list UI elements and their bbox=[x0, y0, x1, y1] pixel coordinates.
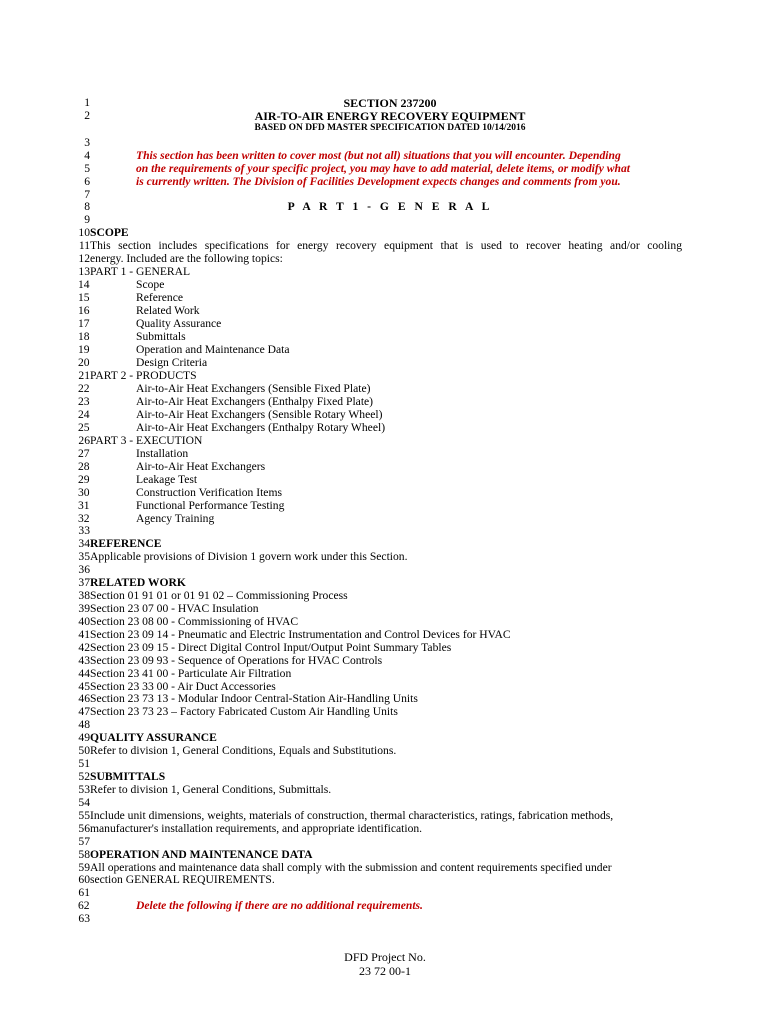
list-item: Functional Performance Testing bbox=[136, 499, 285, 512]
line-18: 18 Submittals bbox=[78, 330, 186, 343]
line-46: 46Section 23 73 13 - Modular Indoor Central-Station Air-Handling Units bbox=[78, 692, 418, 705]
part1-heading: P A R T 1 - G E N E R A L bbox=[287, 200, 493, 213]
submittals-text: Refer to division 1, General Conditions, Submittals. bbox=[90, 783, 332, 796]
line-27: 27 Installation bbox=[78, 447, 189, 460]
line-13: 13PART 1 - GENERAL bbox=[78, 265, 191, 278]
scope-heading: SCOPE bbox=[90, 226, 129, 239]
line-43: 43Section 23 09 93 - Sequence of Operations for HVAC Controls bbox=[78, 654, 383, 667]
line-23: 23 Air-to-Air Heat Exchangers (Enthalpy Fixed Plate) bbox=[78, 395, 374, 408]
line-12: 12energy. Included are the following topics: bbox=[78, 252, 283, 265]
related-item: Section 23 41 00 - Particulate Air Filtration bbox=[90, 667, 292, 680]
line-5: 5 bbox=[84, 162, 90, 175]
line-10: 10SCOPE bbox=[78, 226, 129, 239]
line-8: 8 bbox=[84, 200, 90, 213]
scope-text-1: This section includes specifications for energy recovery equipment that is used to recover heating and/or cooling bbox=[90, 239, 682, 252]
related-item: Section 23 08 00 - Commissioning of HVAC bbox=[90, 615, 299, 628]
line-34: 34REFERENCE bbox=[78, 537, 162, 550]
line-26: 26PART 3 - EXECUTION bbox=[78, 434, 203, 447]
line-2: 2 bbox=[84, 109, 90, 122]
om-text-2: section GENERAL REQUIREMENTS. bbox=[90, 873, 275, 886]
footer-page-number: 23 72 00-1 bbox=[359, 964, 411, 978]
line-24: 24 Air-to-Air Heat Exchangers (Sensible Rotary Wheel) bbox=[78, 408, 383, 421]
footer-project-no: DFD Project No. bbox=[344, 950, 426, 964]
line-14: 14 Scope bbox=[78, 278, 165, 291]
line-52: 52SUBMITTALS bbox=[78, 770, 166, 783]
section-number: SECTION 237200 bbox=[343, 96, 437, 110]
section-title: AIR-TO-AIR ENERGY RECOVERY EQUIPMENT bbox=[254, 109, 526, 123]
quality-text: Refer to division 1, General Conditions, Equals and Substitutions. bbox=[90, 744, 397, 757]
line-28: 28 Air-to-Air Heat Exchangers bbox=[78, 460, 266, 473]
related-item: Section 23 09 14 - Pneumatic and Electric Instrumentation and Control Devices for HVAC bbox=[90, 628, 511, 641]
line-15: 15 Reference bbox=[78, 291, 183, 304]
intro-note-line-4: This section has been written to cover most (but not all) situations that you will encounter. Depending bbox=[136, 149, 621, 162]
list-item: Related Work bbox=[136, 304, 200, 317]
list-item: Agency Training bbox=[136, 512, 215, 525]
intro-note-line-5: on the requirements of your specific project, you may have to add material, delete items, or modify what bbox=[136, 162, 630, 175]
related-item: Section 23 73 13 - Modular Indoor Central-Station Air-Handling Units bbox=[90, 692, 418, 705]
line-63: 63 bbox=[78, 912, 90, 925]
line-60: 60section GENERAL REQUIREMENTS. bbox=[78, 873, 275, 886]
line-20: 20 Design Criteria bbox=[78, 356, 208, 369]
line-6: 6 bbox=[84, 175, 90, 188]
line-3: 3 bbox=[84, 136, 90, 149]
line-39: 39Section 23 07 00 - HVAC Insulation bbox=[78, 602, 259, 615]
line-50: 50Refer to division 1, General Conditions, Equals and Substitutions. bbox=[78, 744, 397, 757]
related-item: Section 23 07 00 - HVAC Insulation bbox=[90, 602, 259, 615]
line-21: 21PART 2 - PRODUCTS bbox=[78, 369, 197, 382]
line-22: 22 Air-to-Air Heat Exchangers (Sensible Fixed Plate) bbox=[78, 382, 371, 395]
line-19: 19 Operation and Maintenance Data bbox=[78, 343, 290, 356]
list-item: Air-to-Air Heat Exchangers (Enthalpy Rotary Wheel) bbox=[136, 421, 386, 434]
line-62: 62 Delete the following if there are no additional requirements. bbox=[78, 899, 423, 912]
line-57: 57 bbox=[78, 835, 90, 848]
related-item: Section 23 33 00 - Air Duct Accessories bbox=[90, 680, 276, 693]
scope-part2: PART 2 - PRODUCTS bbox=[90, 369, 197, 382]
line-51: 51 bbox=[78, 757, 90, 770]
list-item: Air-to-Air Heat Exchangers (Sensible Fixed Plate) bbox=[136, 382, 371, 395]
list-item: Reference bbox=[136, 291, 183, 304]
line-47: 47Section 23 73 23 – Factory Fabricated Custom Air Handling Units bbox=[78, 705, 398, 718]
line-40: 40Section 23 08 00 - Commissioning of HVAC bbox=[78, 615, 299, 628]
line-48: 48 bbox=[78, 718, 90, 731]
list-item: Scope bbox=[136, 278, 165, 291]
reference-heading: REFERENCE bbox=[90, 537, 162, 550]
line-30: 30 Construction Verification Items bbox=[78, 486, 282, 499]
scope-part3: PART 3 - EXECUTION bbox=[90, 434, 203, 447]
line-25: 25 Air-to-Air Heat Exchangers (Enthalpy Rotary Wheel) bbox=[78, 421, 386, 434]
list-item: Construction Verification Items bbox=[136, 486, 282, 499]
line-11: 11This section includes specifications for energy recovery equipment that is used to recover heating and/or cooling bbox=[78, 239, 682, 252]
line-31: 31 Functional Performance Testing bbox=[78, 499, 285, 512]
line-55: 55Include unit dimensions, weights, materials of construction, thermal characteristics, ratings, fabrication methods, bbox=[78, 809, 614, 822]
related-item: Section 23 09 15 - Direct Digital Control Input/Output Point Summary Tables bbox=[90, 641, 452, 654]
line-42: 42Section 23 09 15 - Direct Digital Control Input/Output Point Summary Tables bbox=[78, 641, 452, 654]
line-32: 32 Agency Training bbox=[78, 512, 215, 525]
line-37: 37RELATED WORK bbox=[78, 576, 186, 589]
based-on-line: BASED ON DFD MASTER SPECIFICATION DATED 10/14/2016 bbox=[254, 123, 526, 133]
quality-heading: QUALITY ASSURANCE bbox=[90, 731, 217, 744]
line-56: 56manufacturer's installation requirements, and appropriate identification. bbox=[78, 822, 423, 835]
om-text-1: All operations and maintenance data shall comply with the submission and content requirements specified under bbox=[90, 861, 612, 874]
line-36: 36 bbox=[78, 563, 90, 576]
om-heading: OPERATION AND MAINTENANCE DATA bbox=[90, 848, 313, 861]
line-49: 49QUALITY ASSURANCE bbox=[78, 731, 217, 744]
line-1: 1 bbox=[84, 96, 90, 109]
list-item: Design Criteria bbox=[136, 356, 208, 369]
line-7: 7 bbox=[84, 188, 90, 201]
line-9: 9 bbox=[84, 213, 90, 226]
list-item: Air-to-Air Heat Exchangers (Enthalpy Fixed Plate) bbox=[136, 395, 374, 408]
scope-text-2: energy. Included are the following topics: bbox=[90, 252, 283, 265]
related-item: Section 01 91 01 or 01 91 02 – Commissioning Process bbox=[90, 589, 348, 602]
line-58: 58OPERATION AND MAINTENANCE DATA bbox=[78, 848, 313, 861]
line-16: 16 Related Work bbox=[78, 304, 200, 317]
line-33: 33 bbox=[78, 524, 90, 537]
line-38: 38Section 01 91 01 or 01 91 02 – Commissioning Process bbox=[78, 589, 348, 602]
line-35: 35Applicable provisions of Division 1 govern work under this Section. bbox=[78, 550, 408, 563]
line-61: 61 bbox=[78, 886, 90, 899]
line-45: 45Section 23 33 00 - Air Duct Accessories bbox=[78, 680, 276, 693]
intro-note-line-6: is currently written. The Division of Facilities Development expects changes and comments from you. bbox=[136, 175, 621, 188]
related-work-heading: RELATED WORK bbox=[90, 576, 186, 589]
line-44: 44Section 23 41 00 - Particulate Air Filtration bbox=[78, 667, 292, 680]
related-item: Section 23 09 93 - Sequence of Operations for HVAC Controls bbox=[90, 654, 383, 667]
line-17: 17 Quality Assurance bbox=[78, 317, 222, 330]
list-item: Quality Assurance bbox=[136, 317, 222, 330]
related-item: Section 23 73 23 – Factory Fabricated Custom Air Handling Units bbox=[90, 705, 398, 718]
list-item: Operation and Maintenance Data bbox=[136, 343, 290, 356]
submittals-heading: SUBMITTALS bbox=[90, 770, 166, 783]
list-item: Leakage Test bbox=[136, 473, 198, 486]
submittals-text-2: Include unit dimensions, weights, materials of construction, thermal characteristics, ratings, fabrication methods, bbox=[90, 809, 614, 822]
list-item: Submittals bbox=[136, 330, 186, 343]
line-4: 4 bbox=[84, 149, 90, 162]
line-54: 54 bbox=[78, 796, 90, 809]
line-29: 29 Leakage Test bbox=[78, 473, 198, 486]
reference-text: Applicable provisions of Division 1 govern work under this Section. bbox=[90, 550, 408, 563]
om-note: Delete the following if there are no additional requirements. bbox=[136, 899, 423, 912]
line-59: 59All operations and maintenance data shall comply with the submission and content requirements specified under bbox=[78, 861, 612, 874]
list-item: Air-to-Air Heat Exchangers (Sensible Rotary Wheel) bbox=[136, 408, 383, 421]
list-item: Installation bbox=[136, 447, 189, 460]
scope-part1: PART 1 - GENERAL bbox=[90, 265, 191, 278]
submittals-text-3: manufacturer's installation requirements, and appropriate identification. bbox=[90, 822, 423, 835]
list-item: Air-to-Air Heat Exchangers bbox=[136, 460, 266, 473]
line-53: 53Refer to division 1, General Conditions, Submittals. bbox=[78, 783, 332, 796]
line-41: 41Section 23 09 14 - Pneumatic and Electric Instrumentation and Control Devices for HVAC bbox=[78, 628, 511, 641]
